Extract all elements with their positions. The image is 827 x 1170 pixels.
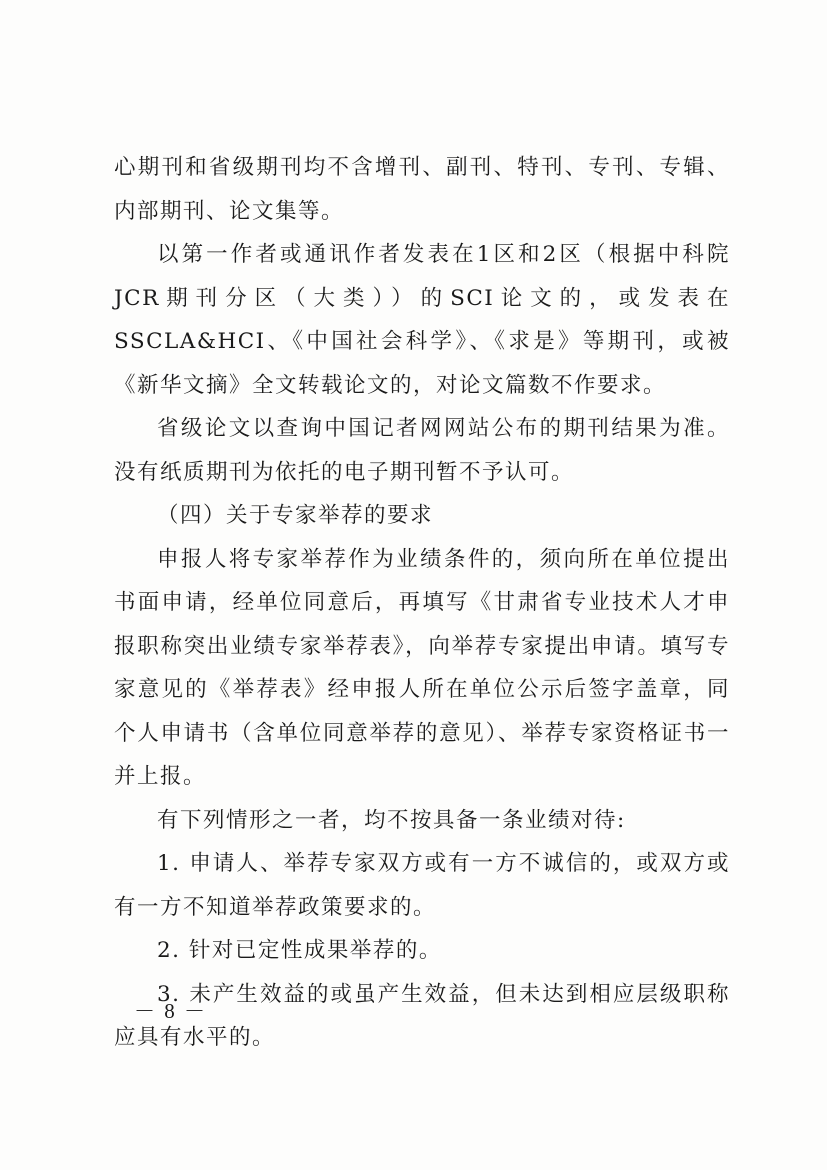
paragraph-sci-papers: 以第一作者或通讯作者发表在1区和2区（根据中科院JCR期刊分区（大类））的SCI论文的，或发表在SSCLA&HCI、《中国社会科学》、《求是》等期刊，或被《新华文摘》全文转载论文的，对论文篇数不作要求。 [114,242,730,398]
list-item-1: 1. 申请人、举荐专家双方或有一方不诚信的，或双方或有一方不知道举荐政策要求的。 [114,851,730,920]
paragraph-exclusions-intro: 有下列情形之一者，均不按具备一条业绩对待: [157,807,626,833]
page-number: － 8 － [134,999,207,1023]
list-item-2: 2. 针对已定性成果举荐的。 [157,938,442,963]
paragraph-expert-recommendation: 申报人将专家举荐作为业绩条件的，须向所在单位提出书面申请，经单位同意后，再填写《甘肃省专业技术人才申报职称突出业绩专家举荐表》，向举荐专家提出申请。填写专家意见的《举荐表》经申报人所在单位公示后签字盖章，同个人申请书（含单位同意举荐的意见）、举荐专家资格证书一并上报。 [114,546,730,789]
paragraph-provincial-papers: 省级论文以查询中国记者网网站公布的期刊结果为准。没有纸质期刊为依托的电子期刊暂不予认可。 [114,416,730,485]
paragraph-continuation: 心期刊和省级期刊均不含增刊、副刊、特刊、专刊、专辑、内部期刊、论文集等。 [114,155,730,224]
section-heading-expert-recommendation: （四）关于专家举荐的要求 [157,503,434,528]
list-item-3: 3. 未产生效益的或虽产生效益，但未达到相应层级职称应具有水平的。 [114,981,730,1050]
document-body [114,146,730,1060]
